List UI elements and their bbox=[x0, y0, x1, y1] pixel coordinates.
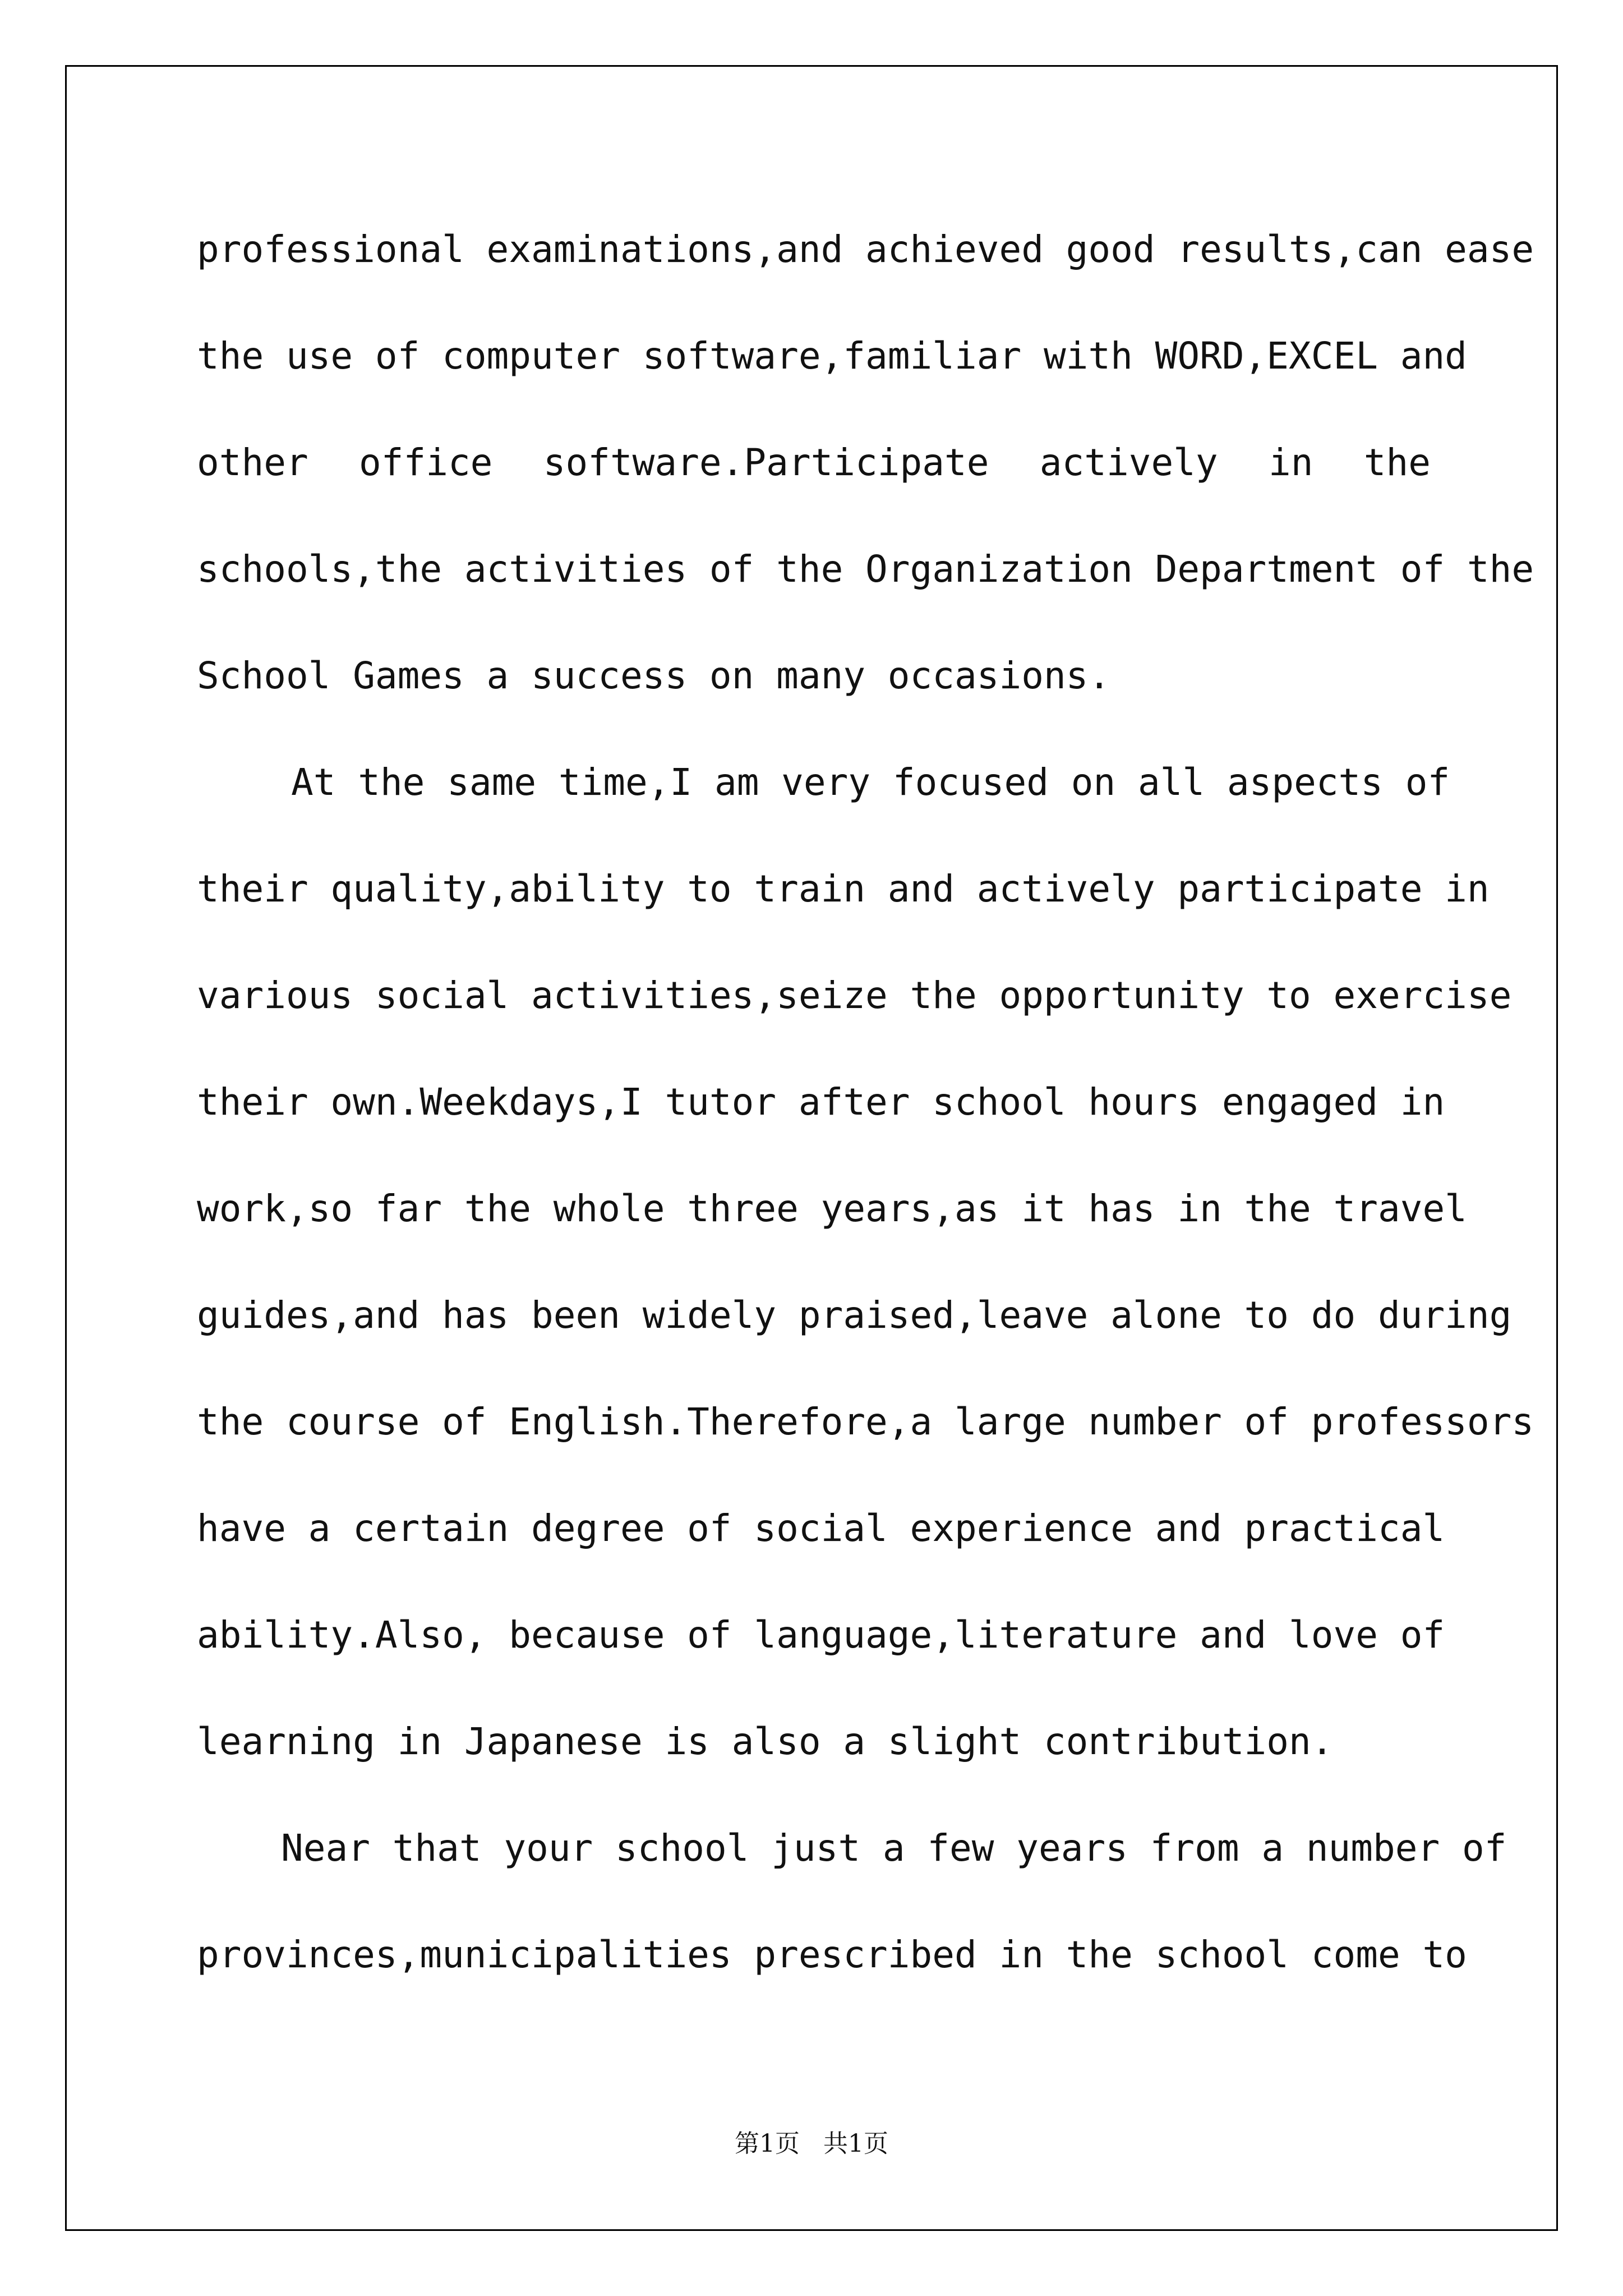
text-line: provinces,municipalities prescribed in the school come to bbox=[197, 1933, 1467, 1976]
text-line: professional examinations,and achieved good results,can ease bbox=[197, 228, 1534, 271]
text-line: have a certain degree of social experience and practical bbox=[197, 1507, 1445, 1550]
text-line: ability.Also, because of language,literature and love of bbox=[197, 1613, 1445, 1657]
text-line: work,so far the whole three years,as it has in the travel bbox=[197, 1187, 1467, 1230]
text-line: their own.Weekdays,I tutor after school hours engaged in bbox=[197, 1080, 1445, 1124]
text-line: schools,the activities of the Organization Department of the bbox=[197, 547, 1534, 591]
text-line: learning in Japanese is also a slight contribution. bbox=[197, 1720, 1334, 1763]
text-line: their quality,ability to train and actively participate in bbox=[197, 867, 1490, 910]
body-text bbox=[197, 213, 1534, 2025]
text-line: the use of computer software,familiar with WORD,EXCEL and bbox=[197, 334, 1467, 378]
text-line: At the same time,I am very focused on all aspects of bbox=[291, 761, 1450, 804]
text-line: Near that your school just a few years from a number of bbox=[281, 1826, 1507, 1870]
text-line: the course of English.Therefore,a large number of professors bbox=[197, 1400, 1534, 1443]
page-number-footer: 第1页 共1页 bbox=[735, 2129, 888, 2158]
text-line: other office software.Participate actively in the bbox=[197, 441, 1431, 484]
text-line: various social activities,seize the opportunity to exercise bbox=[197, 974, 1512, 1017]
text-line: guides,and has been widely praised,leave alone to do during bbox=[197, 1294, 1512, 1337]
text-line: School Games a success on many occasions. bbox=[197, 654, 1111, 697]
